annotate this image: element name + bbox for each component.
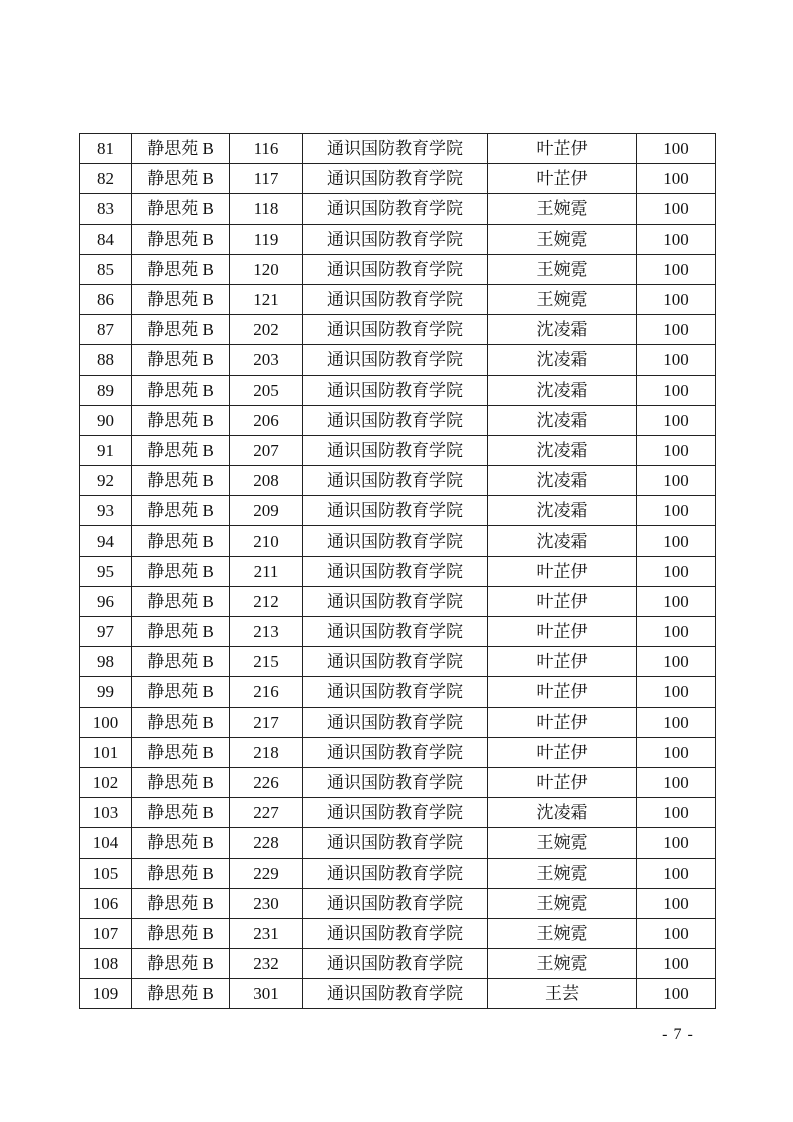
table-row [80, 224, 716, 254]
counselor-cell: 叶芷伊 [488, 737, 637, 767]
building-cell: 静思苑 B [132, 586, 230, 616]
row-index-cell: 98 [80, 647, 132, 677]
counselor-cell: 叶芷伊 [488, 134, 637, 164]
table-row [80, 315, 716, 345]
room-number-cell: 206 [230, 405, 303, 435]
row-index-cell: 99 [80, 677, 132, 707]
room-number-cell: 213 [230, 617, 303, 647]
counselor-cell: 沈凌霜 [488, 466, 637, 496]
score-cell: 100 [637, 767, 716, 797]
score-cell: 100 [637, 284, 716, 314]
row-index-cell: 87 [80, 315, 132, 345]
counselor-cell: 沈凌霜 [488, 375, 637, 405]
counselor-cell: 王婉霓 [488, 888, 637, 918]
counselor-cell: 王婉霓 [488, 828, 637, 858]
room-number-cell: 116 [230, 134, 303, 164]
room-number-cell: 208 [230, 466, 303, 496]
building-cell: 静思苑 B [132, 284, 230, 314]
college-cell: 通识国防教育学院 [303, 949, 488, 979]
room-number-cell: 301 [230, 979, 303, 1009]
building-cell: 静思苑 B [132, 134, 230, 164]
table-row [80, 586, 716, 616]
row-index-cell: 105 [80, 858, 132, 888]
college-cell: 通识国防教育学院 [303, 164, 488, 194]
row-index-cell: 91 [80, 435, 132, 465]
row-index-cell: 84 [80, 224, 132, 254]
table-row [80, 858, 716, 888]
score-cell: 100 [637, 134, 716, 164]
room-number-cell: 210 [230, 526, 303, 556]
score-cell: 100 [637, 466, 716, 496]
building-cell: 静思苑 B [132, 617, 230, 647]
dormitory-table [79, 133, 716, 1009]
table-row [80, 556, 716, 586]
room-number-cell: 207 [230, 435, 303, 465]
college-cell: 通识国防教育学院 [303, 888, 488, 918]
counselor-cell: 王婉霓 [488, 254, 637, 284]
score-cell: 100 [637, 224, 716, 254]
score-cell: 100 [637, 979, 716, 1009]
row-index-cell: 90 [80, 405, 132, 435]
row-index-cell: 94 [80, 526, 132, 556]
counselor-cell: 叶芷伊 [488, 556, 637, 586]
row-index-cell: 85 [80, 254, 132, 284]
room-number-cell: 212 [230, 586, 303, 616]
building-cell: 静思苑 B [132, 858, 230, 888]
building-cell: 静思苑 B [132, 979, 230, 1009]
counselor-cell: 沈凌霜 [488, 526, 637, 556]
score-cell: 100 [637, 194, 716, 224]
building-cell: 静思苑 B [132, 435, 230, 465]
row-index-cell: 95 [80, 556, 132, 586]
counselor-cell: 王婉霓 [488, 949, 637, 979]
table-row [80, 345, 716, 375]
college-cell: 通识国防教育学院 [303, 918, 488, 948]
college-cell: 通识国防教育学院 [303, 224, 488, 254]
score-cell: 100 [637, 647, 716, 677]
table-row [80, 918, 716, 948]
counselor-cell: 沈凌霜 [488, 435, 637, 465]
score-cell: 100 [637, 496, 716, 526]
building-cell: 静思苑 B [132, 767, 230, 797]
score-cell: 100 [637, 556, 716, 586]
page-number: - 7 - [662, 1026, 694, 1043]
counselor-cell: 叶芷伊 [488, 767, 637, 797]
row-index-cell: 107 [80, 918, 132, 948]
building-cell: 静思苑 B [132, 798, 230, 828]
row-index-cell: 101 [80, 737, 132, 767]
row-index-cell: 93 [80, 496, 132, 526]
building-cell: 静思苑 B [132, 345, 230, 375]
counselor-cell: 王婉霓 [488, 224, 637, 254]
college-cell: 通识国防教育学院 [303, 496, 488, 526]
room-number-cell: 230 [230, 888, 303, 918]
college-cell: 通识国防教育学院 [303, 375, 488, 405]
score-cell: 100 [637, 918, 716, 948]
score-cell: 100 [637, 315, 716, 345]
room-number-cell: 209 [230, 496, 303, 526]
table-row [80, 767, 716, 797]
row-index-cell: 88 [80, 345, 132, 375]
row-index-cell: 102 [80, 767, 132, 797]
room-number-cell: 118 [230, 194, 303, 224]
row-index-cell: 92 [80, 466, 132, 496]
row-index-cell: 97 [80, 617, 132, 647]
table-body [80, 134, 716, 1009]
college-cell: 通识国防教育学院 [303, 526, 488, 556]
college-cell: 通识国防教育学院 [303, 617, 488, 647]
counselor-cell: 叶芷伊 [488, 707, 637, 737]
counselor-cell: 沈凌霜 [488, 405, 637, 435]
table-row [80, 737, 716, 767]
college-cell: 通识国防教育学院 [303, 466, 488, 496]
building-cell: 静思苑 B [132, 526, 230, 556]
table-row [80, 134, 716, 164]
building-cell: 静思苑 B [132, 375, 230, 405]
row-index-cell: 89 [80, 375, 132, 405]
building-cell: 静思苑 B [132, 707, 230, 737]
room-number-cell: 202 [230, 315, 303, 345]
score-cell: 100 [637, 737, 716, 767]
college-cell: 通识国防教育学院 [303, 828, 488, 858]
table-row [80, 949, 716, 979]
building-cell: 静思苑 B [132, 737, 230, 767]
score-cell: 100 [637, 677, 716, 707]
college-cell: 通识国防教育学院 [303, 194, 488, 224]
counselor-cell: 王婉霓 [488, 918, 637, 948]
room-number-cell: 203 [230, 345, 303, 375]
counselor-cell: 王芸 [488, 979, 637, 1009]
counselor-cell: 王婉霓 [488, 194, 637, 224]
building-cell: 静思苑 B [132, 677, 230, 707]
college-cell: 通识国防教育学院 [303, 707, 488, 737]
room-number-cell: 216 [230, 677, 303, 707]
score-cell: 100 [637, 254, 716, 284]
room-number-cell: 119 [230, 224, 303, 254]
room-number-cell: 120 [230, 254, 303, 284]
score-cell: 100 [637, 405, 716, 435]
building-cell: 静思苑 B [132, 254, 230, 284]
table-row [80, 194, 716, 224]
building-cell: 静思苑 B [132, 194, 230, 224]
building-cell: 静思苑 B [132, 647, 230, 677]
counselor-cell: 叶芷伊 [488, 586, 637, 616]
score-cell: 100 [637, 164, 716, 194]
counselor-cell: 沈凌霜 [488, 345, 637, 375]
college-cell: 通识国防教育学院 [303, 737, 488, 767]
college-cell: 通识国防教育学院 [303, 284, 488, 314]
room-number-cell: 217 [230, 707, 303, 737]
score-cell: 100 [637, 888, 716, 918]
table-row [80, 405, 716, 435]
table-row [80, 677, 716, 707]
college-cell: 通识国防教育学院 [303, 315, 488, 345]
building-cell: 静思苑 B [132, 888, 230, 918]
score-cell: 100 [637, 435, 716, 465]
counselor-cell: 叶芷伊 [488, 677, 637, 707]
room-number-cell: 231 [230, 918, 303, 948]
building-cell: 静思苑 B [132, 828, 230, 858]
counselor-cell: 王婉霓 [488, 284, 637, 314]
score-cell: 100 [637, 526, 716, 556]
building-cell: 静思苑 B [132, 224, 230, 254]
table-row [80, 707, 716, 737]
score-cell: 100 [637, 858, 716, 888]
room-number-cell: 226 [230, 767, 303, 797]
college-cell: 通识国防教育学院 [303, 345, 488, 375]
score-cell: 100 [637, 707, 716, 737]
score-cell: 100 [637, 617, 716, 647]
row-index-cell: 86 [80, 284, 132, 314]
college-cell: 通识国防教育学院 [303, 677, 488, 707]
score-cell: 100 [637, 586, 716, 616]
building-cell: 静思苑 B [132, 164, 230, 194]
counselor-cell: 沈凌霜 [488, 496, 637, 526]
row-index-cell: 82 [80, 164, 132, 194]
college-cell: 通识国防教育学院 [303, 405, 488, 435]
table-row [80, 435, 716, 465]
college-cell: 通识国防教育学院 [303, 767, 488, 797]
score-cell: 100 [637, 345, 716, 375]
table-row [80, 647, 716, 677]
building-cell: 静思苑 B [132, 315, 230, 345]
score-cell: 100 [637, 828, 716, 858]
building-cell: 静思苑 B [132, 556, 230, 586]
room-number-cell: 211 [230, 556, 303, 586]
counselor-cell: 叶芷伊 [488, 164, 637, 194]
counselor-cell: 沈凌霜 [488, 798, 637, 828]
room-number-cell: 229 [230, 858, 303, 888]
table-row [80, 828, 716, 858]
score-cell: 100 [637, 798, 716, 828]
room-number-cell: 218 [230, 737, 303, 767]
room-number-cell: 227 [230, 798, 303, 828]
table-row [80, 284, 716, 314]
row-index-cell: 103 [80, 798, 132, 828]
room-number-cell: 121 [230, 284, 303, 314]
college-cell: 通识国防教育学院 [303, 586, 488, 616]
room-number-cell: 117 [230, 164, 303, 194]
building-cell: 静思苑 B [132, 949, 230, 979]
college-cell: 通识国防教育学院 [303, 858, 488, 888]
row-index-cell: 106 [80, 888, 132, 918]
college-cell: 通识国防教育学院 [303, 979, 488, 1009]
table-row [80, 617, 716, 647]
counselor-cell: 王婉霓 [488, 858, 637, 888]
college-cell: 通识国防教育学院 [303, 254, 488, 284]
row-index-cell: 83 [80, 194, 132, 224]
counselor-cell: 沈凌霜 [488, 315, 637, 345]
college-cell: 通识国防教育学院 [303, 134, 488, 164]
building-cell: 静思苑 B [132, 466, 230, 496]
counselor-cell: 叶芷伊 [488, 647, 637, 677]
table-row [80, 888, 716, 918]
table-row [80, 375, 716, 405]
row-index-cell: 108 [80, 949, 132, 979]
college-cell: 通识国防教育学院 [303, 556, 488, 586]
table-row [80, 526, 716, 556]
table-row [80, 254, 716, 284]
building-cell: 静思苑 B [132, 918, 230, 948]
building-cell: 静思苑 B [132, 496, 230, 526]
row-index-cell: 109 [80, 979, 132, 1009]
college-cell: 通识国防教育学院 [303, 798, 488, 828]
table-row [80, 496, 716, 526]
building-cell: 静思苑 B [132, 405, 230, 435]
room-number-cell: 205 [230, 375, 303, 405]
row-index-cell: 81 [80, 134, 132, 164]
row-index-cell: 96 [80, 586, 132, 616]
table-row [80, 164, 716, 194]
college-cell: 通识国防教育学院 [303, 435, 488, 465]
table-row [80, 979, 716, 1009]
row-index-cell: 100 [80, 707, 132, 737]
row-index-cell: 104 [80, 828, 132, 858]
college-cell: 通识国防教育学院 [303, 647, 488, 677]
room-number-cell: 232 [230, 949, 303, 979]
table-row [80, 798, 716, 828]
table-row [80, 466, 716, 496]
room-number-cell: 215 [230, 647, 303, 677]
counselor-cell: 叶芷伊 [488, 617, 637, 647]
score-cell: 100 [637, 375, 716, 405]
room-number-cell: 228 [230, 828, 303, 858]
score-cell: 100 [637, 949, 716, 979]
